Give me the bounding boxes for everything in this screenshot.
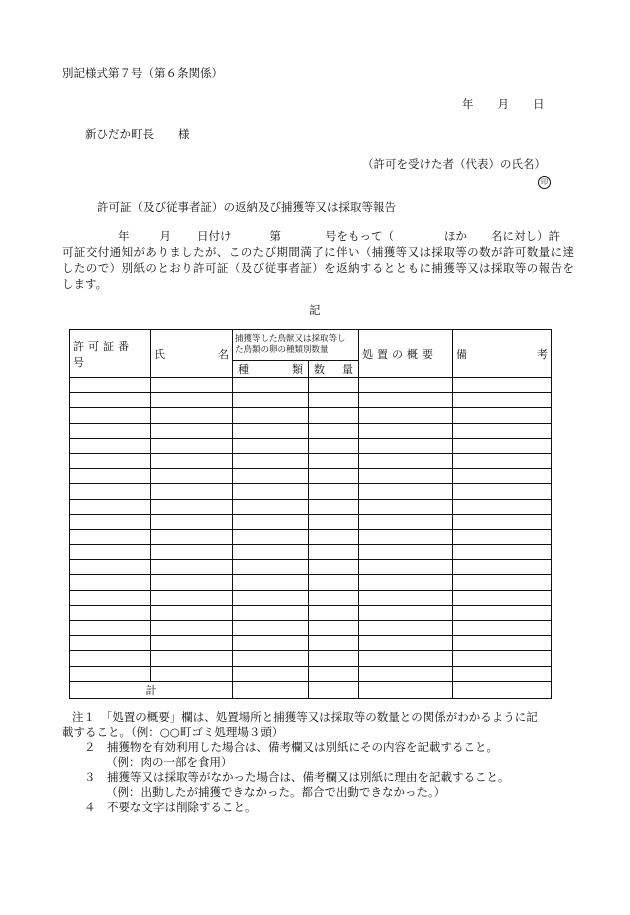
table-cell[interactable] [151,666,233,681]
table-cell[interactable] [233,590,309,605]
table-cell[interactable] [151,529,233,544]
body-date-suffix: 日付け [197,229,232,243]
table-cell[interactable] [309,545,359,560]
table-cell[interactable] [309,621,359,636]
table-cell[interactable] [453,469,552,484]
table-cell[interactable] [453,484,552,499]
table-cell[interactable] [233,423,309,438]
table-total-row [70,681,552,698]
table-cell[interactable] [359,393,453,408]
table-cell[interactable] [70,514,151,529]
table-cell[interactable] [309,393,359,408]
table-row [70,575,552,590]
report-table [69,329,552,699]
addressee [85,127,190,141]
document-title: 許可証（及び従事者証）の返納及び捕獲等又は採取等報告 [97,200,396,214]
table-cell[interactable] [309,666,359,681]
table-cell[interactable] [233,666,309,681]
table-cell[interactable] [151,575,233,590]
addressee-honorific: 様 [178,127,190,141]
table-cell[interactable] [359,545,453,560]
table-cell[interactable] [70,605,151,620]
table-cell[interactable] [70,453,151,468]
table-cell[interactable] [70,560,151,575]
table-cell[interactable] [70,529,151,544]
table-row [70,514,552,529]
table-cell[interactable] [151,605,233,620]
total-cell [309,681,359,698]
table-row [70,484,552,499]
table-cell[interactable] [309,438,359,453]
header-permit-number: 許可証番号 [70,330,151,378]
note-3-line-1: ３ 捕獲等又は採取等がなかった場合は、備考欄又は別紙に理由を記載すること。 [84,770,510,784]
table-cell[interactable] [453,514,552,529]
seal-icon: 印 [538,176,551,189]
body-paragraph [62,228,574,292]
table-cell[interactable] [309,499,359,514]
body-year: 年 [118,229,130,243]
body-others: ほか [444,229,467,243]
table-cell[interactable] [453,636,552,651]
table-cell[interactable] [233,499,309,514]
body-line-2: 可証交付通知がありましたが、このたび期間満了に伴い（捕獲等又は採取等の数が許可数量に達 [62,245,574,259]
table-cell[interactable] [233,605,309,620]
body-month: 月 [159,229,171,243]
ki-heading: 記 [309,303,321,317]
table-header-row [70,330,552,361]
table-cell[interactable] [233,378,309,393]
table-row [70,393,552,408]
table-cell[interactable] [151,636,233,651]
table-cell[interactable] [151,453,233,468]
table-cell[interactable] [453,393,552,408]
table-cell[interactable] [70,484,151,499]
table-cell[interactable] [233,545,309,560]
table-row [70,605,552,620]
table-cell[interactable] [359,514,453,529]
table-cell[interactable] [359,529,453,544]
table-cell[interactable] [151,514,233,529]
table-row [70,621,552,636]
body-number-prefix: 第 [269,229,281,243]
table-cell[interactable] [70,651,151,666]
table-row [70,560,552,575]
table-row [70,651,552,666]
body-names: 名に対し）許 [491,229,560,243]
header-name: 氏 名 [151,330,233,378]
table-cell[interactable] [453,560,552,575]
table-cell[interactable] [233,453,309,468]
note-1-line-2: 載すること。（例：○○町ゴミ処理場３頭） [62,725,284,739]
date-line [462,97,545,111]
table-row [70,453,552,468]
table-cell[interactable] [453,666,552,681]
note-2-line-2: （例：肉の一部を食用） [106,755,233,769]
table-cell[interactable] [453,438,552,453]
table-cell[interactable] [453,423,552,438]
table-cell[interactable] [70,423,151,438]
table-cell[interactable] [70,378,151,393]
table-cell[interactable] [151,621,233,636]
table-cell[interactable] [453,378,552,393]
table-cell[interactable] [233,514,309,529]
table-cell[interactable] [233,438,309,453]
table-cell[interactable] [70,575,151,590]
body-line-1 [62,228,574,244]
table-cell[interactable] [309,575,359,590]
table-cell[interactable] [151,499,233,514]
table-cell[interactable] [309,529,359,544]
table-cell[interactable] [359,453,453,468]
header-kind: 種 類 [233,361,309,378]
table-cell[interactable] [70,408,151,423]
note-1-line-1: 注１ 「処置の概要」欄は、処置場所と捕獲等又は採取等の数量との関係がわかるように記 [72,710,538,724]
header-remarks: 備 考 [453,330,552,378]
body-number-suffix: 号をもって（ [325,229,394,243]
table-cell[interactable] [233,575,309,590]
addressee-name: 新ひだか町長 [85,127,154,141]
table-cell[interactable] [453,499,552,514]
table-cell[interactable] [309,423,359,438]
table-cell[interactable] [233,469,309,484]
table-cell[interactable] [309,514,359,529]
table-cell[interactable] [309,605,359,620]
table-cell[interactable] [453,605,552,620]
form-reference: 別記様式第７号（第６条関係） [62,66,223,80]
table-cell[interactable] [359,378,453,393]
table-cell[interactable] [359,605,453,620]
table-cell[interactable] [359,560,453,575]
table-cell[interactable] [70,499,151,514]
table-cell[interactable] [359,575,453,590]
note-2-line-1: ２ 捕獲物を有効利用した場合は、備考欄又は別紙にその内容を記載すること。 [84,740,498,754]
table-row [70,423,552,438]
table-cell[interactable] [151,651,233,666]
table-cell[interactable] [359,484,453,499]
table-cell[interactable] [233,651,309,666]
table-cell[interactable] [359,666,453,681]
note-4: ４ 不要な文字は削除すること。 [84,800,257,814]
table-cell[interactable] [151,469,233,484]
table-cell[interactable] [70,636,151,651]
notes-section [62,710,538,815]
header-quantity: 数 量 [309,361,359,378]
table-cell[interactable] [309,651,359,666]
table-cell[interactable] [309,636,359,651]
table-cell[interactable] [151,545,233,560]
total-cell [359,681,453,698]
table-cell[interactable] [70,438,151,453]
table-row [70,469,552,484]
table-cell[interactable] [233,621,309,636]
seal-mark [538,173,551,189]
table-cell[interactable] [151,423,233,438]
table-cell[interactable] [233,393,309,408]
table-cell[interactable] [151,560,233,575]
table-row [70,438,552,453]
table-row [70,499,552,514]
body-line-3: したので）別紙のとおり許可証（及び従事者証）を返納するとともに捕獲等又は採取等の報告を [62,261,574,275]
applicant-name-label: （許可を受けた者（代表）の氏名） [362,157,546,171]
total-cell [453,681,552,698]
table-cell[interactable] [453,545,552,560]
table-cell[interactable] [359,621,453,636]
table-cell[interactable] [309,560,359,575]
table-cell[interactable] [233,560,309,575]
table-row [70,666,552,681]
date-month-label: 月 [497,97,509,111]
table-cell[interactable] [151,393,233,408]
table-cell[interactable] [359,651,453,666]
table-cell[interactable] [233,529,309,544]
table-cell[interactable] [359,469,453,484]
table-cell[interactable] [151,484,233,499]
table-row [70,408,552,423]
table-cell[interactable] [151,408,233,423]
table-cell[interactable] [453,408,552,423]
table-cell[interactable] [359,423,453,438]
table-cell[interactable] [70,469,151,484]
table-cell[interactable] [70,590,151,605]
table-cell[interactable] [453,590,552,605]
table-row [70,529,552,544]
table-cell[interactable] [70,545,151,560]
table-row [70,545,552,560]
table-cell[interactable] [359,590,453,605]
total-label: 計 [70,681,233,698]
table-cell[interactable] [309,590,359,605]
table-cell[interactable] [453,621,552,636]
header-disposal-summary: 処置の概要 [359,330,453,378]
date-year-label: 年 [462,97,474,111]
table-cell[interactable] [233,484,309,499]
table-cell[interactable] [70,393,151,408]
table-cell[interactable] [453,529,552,544]
table-cell[interactable] [359,636,453,651]
header-species-quantity: 捕獲等した鳥獣又は採取等し た鳥類の卵の種類別数量 [233,330,359,361]
table-cell[interactable] [70,666,151,681]
table-cell[interactable] [309,378,359,393]
table-row [70,378,552,393]
table-cell[interactable] [453,453,552,468]
table-cell[interactable] [70,621,151,636]
table-cell[interactable] [233,408,309,423]
body-line-4: します。 [62,277,108,291]
table-cell[interactable] [453,651,552,666]
total-cell [233,681,309,698]
table-cell[interactable] [309,469,359,484]
table-cell[interactable] [309,408,359,423]
table-cell[interactable] [151,438,233,453]
table-cell[interactable] [359,438,453,453]
table-cell[interactable] [453,575,552,590]
table-cell[interactable] [359,499,453,514]
table-cell[interactable] [359,408,453,423]
date-day-label: 日 [533,97,545,111]
note-3-line-2: （例：出動したが捕獲できなかった。都合で出動できなかった。） [106,785,446,799]
table-cell[interactable] [233,636,309,651]
table-cell[interactable] [151,590,233,605]
table-cell[interactable] [151,378,233,393]
table-row [70,590,552,605]
table-cell[interactable] [309,453,359,468]
table-cell[interactable] [309,484,359,499]
table-row [70,636,552,651]
